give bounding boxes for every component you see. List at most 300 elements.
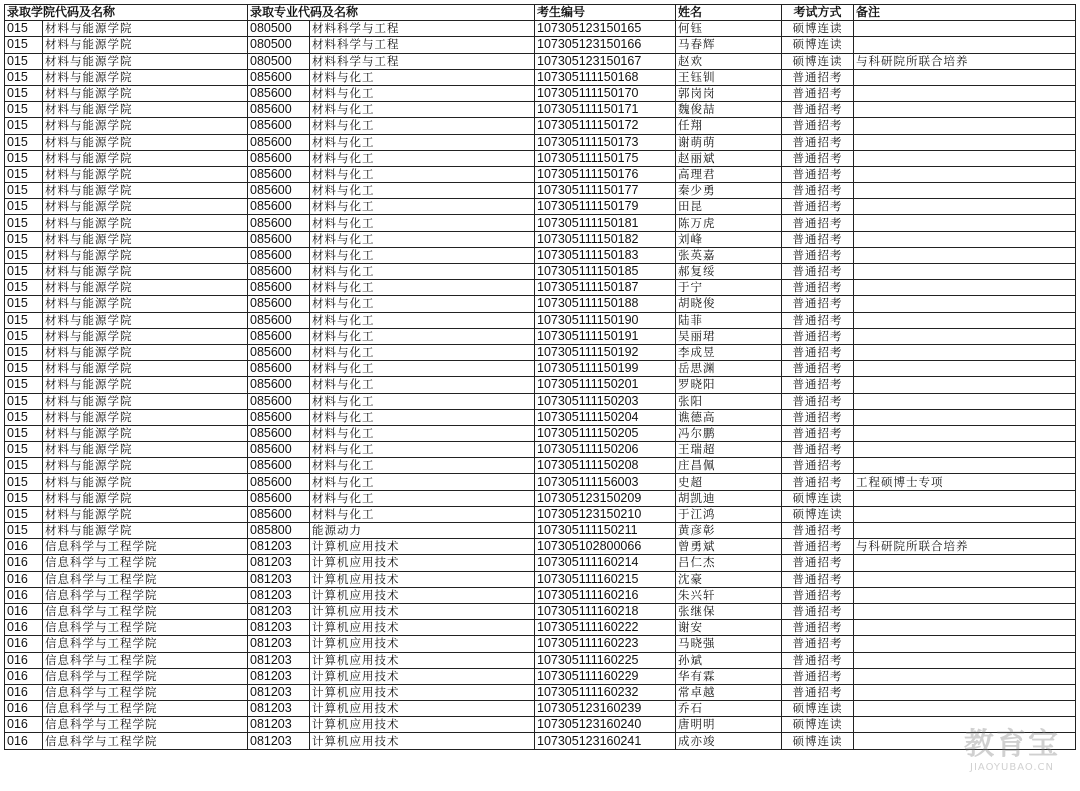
college-code-cell: 015 xyxy=(5,523,43,539)
major-code-cell: 085600 xyxy=(248,344,310,360)
college-name-cell: 材料与能源学院 xyxy=(43,166,248,182)
remarks-cell xyxy=(854,21,1076,37)
exam-type-cell: 普通招考 xyxy=(782,296,854,312)
candidate-id-cell: 107305111160215 xyxy=(535,571,676,587)
table-row xyxy=(5,85,1076,101)
table-row xyxy=(5,587,1076,603)
remarks-cell xyxy=(854,199,1076,215)
remarks-cell xyxy=(854,134,1076,150)
major-code-cell: 085600 xyxy=(248,490,310,506)
major-code-cell: 085600 xyxy=(248,166,310,182)
college-name-cell: 材料与能源学院 xyxy=(43,377,248,393)
candidate-id-cell: 107305111150206 xyxy=(535,442,676,458)
major-name-cell: 材料与化工 xyxy=(310,199,535,215)
college-name-cell: 材料与能源学院 xyxy=(43,506,248,522)
college-code-cell: 016 xyxy=(5,620,43,636)
exam-type-cell: 普通招考 xyxy=(782,474,854,490)
candidate-id-cell: 107305111160225 xyxy=(535,652,676,668)
table-row xyxy=(5,37,1076,53)
header-remarks: 备注 xyxy=(854,5,1076,21)
college-name-cell: 信息科学与工程学院 xyxy=(43,539,248,555)
major-name-cell: 计算机应用技术 xyxy=(310,733,535,749)
major-name-cell: 材料与化工 xyxy=(310,166,535,182)
name-cell: 何钰 xyxy=(676,21,782,37)
candidate-id-cell: 107305111150182 xyxy=(535,231,676,247)
table-row xyxy=(5,701,1076,717)
exam-type-cell: 硕博连读 xyxy=(782,53,854,69)
major-name-cell: 材料与化工 xyxy=(310,458,535,474)
exam-type-cell: 普通招考 xyxy=(782,328,854,344)
name-cell: 曾勇斌 xyxy=(676,539,782,555)
candidate-id-cell: 107305111150208 xyxy=(535,458,676,474)
remarks-cell xyxy=(854,231,1076,247)
table-row xyxy=(5,215,1076,231)
major-name-cell: 材料与化工 xyxy=(310,231,535,247)
college-name-cell: 材料与能源学院 xyxy=(43,344,248,360)
candidate-id-cell: 107305111160218 xyxy=(535,603,676,619)
name-cell: 胡晓俊 xyxy=(676,296,782,312)
remarks-cell xyxy=(854,603,1076,619)
college-name-cell: 材料与能源学院 xyxy=(43,85,248,101)
college-code-cell: 015 xyxy=(5,264,43,280)
college-code-cell: 015 xyxy=(5,118,43,134)
name-cell: 秦少勇 xyxy=(676,183,782,199)
candidate-id-cell: 107305111150204 xyxy=(535,409,676,425)
remarks-cell xyxy=(854,393,1076,409)
name-cell: 高理君 xyxy=(676,166,782,182)
college-code-cell: 015 xyxy=(5,247,43,263)
table-row xyxy=(5,393,1076,409)
major-code-cell: 085600 xyxy=(248,215,310,231)
college-name-cell: 信息科学与工程学院 xyxy=(43,717,248,733)
remarks-cell xyxy=(854,442,1076,458)
college-name-cell: 信息科学与工程学院 xyxy=(43,684,248,700)
college-name-cell: 材料与能源学院 xyxy=(43,474,248,490)
table-row xyxy=(5,344,1076,360)
college-name-cell: 材料与能源学院 xyxy=(43,21,248,37)
major-name-cell: 材料与化工 xyxy=(310,442,535,458)
header-row xyxy=(5,5,1076,21)
major-name-cell: 材料与化工 xyxy=(310,393,535,409)
remarks-cell xyxy=(854,684,1076,700)
exam-type-cell: 普通招考 xyxy=(782,652,854,668)
table-row xyxy=(5,118,1076,134)
college-code-cell: 015 xyxy=(5,442,43,458)
college-code-cell: 016 xyxy=(5,668,43,684)
remarks-cell xyxy=(854,571,1076,587)
college-code-cell: 016 xyxy=(5,636,43,652)
name-cell: 赵丽斌 xyxy=(676,150,782,166)
major-code-cell: 085600 xyxy=(248,150,310,166)
candidate-id-cell: 107305111150187 xyxy=(535,280,676,296)
exam-type-cell: 普通招考 xyxy=(782,102,854,118)
college-name-cell: 信息科学与工程学院 xyxy=(43,652,248,668)
candidate-id-cell: 107305111150179 xyxy=(535,199,676,215)
exam-type-cell: 普通招考 xyxy=(782,636,854,652)
name-cell: 黄彦彰 xyxy=(676,523,782,539)
major-name-cell: 材料与化工 xyxy=(310,150,535,166)
college-code-cell: 015 xyxy=(5,231,43,247)
header-college: 录取学院代码及名称 xyxy=(5,5,248,21)
exam-type-cell: 硕博连读 xyxy=(782,490,854,506)
college-name-cell: 信息科学与工程学院 xyxy=(43,620,248,636)
remarks-cell xyxy=(854,37,1076,53)
major-code-cell: 085600 xyxy=(248,425,310,441)
college-name-cell: 材料与能源学院 xyxy=(43,409,248,425)
remarks-cell xyxy=(854,118,1076,134)
major-name-cell: 材料与化工 xyxy=(310,183,535,199)
college-name-cell: 材料与能源学院 xyxy=(43,102,248,118)
name-cell: 马春辉 xyxy=(676,37,782,53)
major-name-cell: 材料与化工 xyxy=(310,69,535,85)
college-code-cell: 015 xyxy=(5,37,43,53)
college-name-cell: 材料与能源学院 xyxy=(43,37,248,53)
college-code-cell: 016 xyxy=(5,555,43,571)
major-name-cell: 材料与化工 xyxy=(310,328,535,344)
exam-type-cell: 普通招考 xyxy=(782,603,854,619)
exam-type-cell: 普通招考 xyxy=(782,458,854,474)
college-code-cell: 016 xyxy=(5,733,43,749)
candidate-id-cell: 107305111150188 xyxy=(535,296,676,312)
college-name-cell: 信息科学与工程学院 xyxy=(43,603,248,619)
exam-type-cell: 普通招考 xyxy=(782,280,854,296)
major-name-cell: 材料与化工 xyxy=(310,474,535,490)
table-row xyxy=(5,442,1076,458)
major-name-cell: 材料与化工 xyxy=(310,490,535,506)
candidate-id-cell: 107305111150176 xyxy=(535,166,676,182)
exam-type-cell: 普通招考 xyxy=(782,361,854,377)
major-code-cell: 080500 xyxy=(248,21,310,37)
college-name-cell: 材料与能源学院 xyxy=(43,150,248,166)
major-code-cell: 085600 xyxy=(248,69,310,85)
exam-type-cell: 普通招考 xyxy=(782,69,854,85)
exam-type-cell: 普通招考 xyxy=(782,571,854,587)
exam-type-cell: 硕博连读 xyxy=(782,506,854,522)
exam-type-cell: 普通招考 xyxy=(782,523,854,539)
college-code-cell: 016 xyxy=(5,684,43,700)
college-code-cell: 015 xyxy=(5,166,43,182)
exam-type-cell: 普通招考 xyxy=(782,587,854,603)
exam-type-cell: 普通招考 xyxy=(782,393,854,409)
header-name: 姓名 xyxy=(676,5,782,21)
college-name-cell: 材料与能源学院 xyxy=(43,442,248,458)
remarks-cell: 与科研院所联合培养 xyxy=(854,53,1076,69)
college-name-cell: 材料与能源学院 xyxy=(43,134,248,150)
candidate-id-cell: 107305111150181 xyxy=(535,215,676,231)
major-name-cell: 材料科学与工程 xyxy=(310,37,535,53)
table-row xyxy=(5,328,1076,344)
major-code-cell: 081203 xyxy=(248,733,310,749)
college-code-cell: 016 xyxy=(5,603,43,619)
name-cell: 张阳 xyxy=(676,393,782,409)
name-cell: 张继保 xyxy=(676,603,782,619)
name-cell: 吴丽珺 xyxy=(676,328,782,344)
remarks-cell xyxy=(854,150,1076,166)
major-code-cell: 081203 xyxy=(248,701,310,717)
remarks-cell xyxy=(854,296,1076,312)
name-cell: 常卓越 xyxy=(676,684,782,700)
exam-type-cell: 普通招考 xyxy=(782,344,854,360)
table-row xyxy=(5,231,1076,247)
major-name-cell: 计算机应用技术 xyxy=(310,668,535,684)
name-cell: 谢安 xyxy=(676,620,782,636)
major-code-cell: 080500 xyxy=(248,37,310,53)
candidate-id-cell: 107305111150173 xyxy=(535,134,676,150)
exam-type-cell: 普通招考 xyxy=(782,442,854,458)
table-row xyxy=(5,620,1076,636)
college-name-cell: 材料与能源学院 xyxy=(43,312,248,328)
exam-type-cell: 普通招考 xyxy=(782,425,854,441)
college-code-cell: 015 xyxy=(5,361,43,377)
remarks-cell xyxy=(854,280,1076,296)
table-row xyxy=(5,474,1076,490)
major-code-cell: 081203 xyxy=(248,620,310,636)
college-code-cell: 016 xyxy=(5,539,43,555)
exam-type-cell: 普通招考 xyxy=(782,199,854,215)
college-code-cell: 015 xyxy=(5,134,43,150)
candidate-id-cell: 107305111150211 xyxy=(535,523,676,539)
table-row xyxy=(5,733,1076,749)
name-cell: 于宁 xyxy=(676,280,782,296)
college-code-cell: 016 xyxy=(5,587,43,603)
college-name-cell: 信息科学与工程学院 xyxy=(43,555,248,571)
name-cell: 魏俊喆 xyxy=(676,102,782,118)
major-code-cell: 081203 xyxy=(248,555,310,571)
name-cell: 马晓强 xyxy=(676,636,782,652)
major-name-cell: 计算机应用技术 xyxy=(310,539,535,555)
college-code-cell: 015 xyxy=(5,53,43,69)
remarks-cell xyxy=(854,701,1076,717)
college-name-cell: 信息科学与工程学院 xyxy=(43,668,248,684)
exam-type-cell: 普通招考 xyxy=(782,539,854,555)
college-code-cell: 015 xyxy=(5,458,43,474)
exam-type-cell: 普通招考 xyxy=(782,620,854,636)
name-cell: 陈万虎 xyxy=(676,215,782,231)
admission-table xyxy=(4,4,1076,750)
major-code-cell: 085600 xyxy=(248,377,310,393)
name-cell: 唐明明 xyxy=(676,717,782,733)
table-row xyxy=(5,296,1076,312)
header-exam-type: 考试方式 xyxy=(782,5,854,21)
major-code-cell: 085600 xyxy=(248,183,310,199)
candidate-id-cell: 107305123150165 xyxy=(535,21,676,37)
remarks-cell xyxy=(854,264,1076,280)
exam-type-cell: 普通招考 xyxy=(782,150,854,166)
name-cell: 郭岗岗 xyxy=(676,85,782,101)
table-row xyxy=(5,21,1076,37)
exam-type-cell: 普通招考 xyxy=(782,668,854,684)
remarks-cell: 工程硕博士专项 xyxy=(854,474,1076,490)
name-cell: 朱兴轩 xyxy=(676,587,782,603)
college-code-cell: 015 xyxy=(5,328,43,344)
major-name-cell: 材料与化工 xyxy=(310,312,535,328)
table-row xyxy=(5,134,1076,150)
table-row xyxy=(5,555,1076,571)
major-name-cell: 材料与化工 xyxy=(310,425,535,441)
college-code-cell: 015 xyxy=(5,312,43,328)
name-cell: 王瑞超 xyxy=(676,442,782,458)
exam-type-cell: 硕博连读 xyxy=(782,21,854,37)
college-name-cell: 信息科学与工程学院 xyxy=(43,587,248,603)
college-code-cell: 015 xyxy=(5,69,43,85)
table-row xyxy=(5,53,1076,69)
name-cell: 冯尔鹏 xyxy=(676,425,782,441)
college-name-cell: 材料与能源学院 xyxy=(43,280,248,296)
major-code-cell: 081203 xyxy=(248,539,310,555)
remarks-cell xyxy=(854,183,1076,199)
major-code-cell: 085600 xyxy=(248,102,310,118)
college-code-cell: 015 xyxy=(5,344,43,360)
name-cell: 张英嘉 xyxy=(676,247,782,263)
candidate-id-cell: 107305102800066 xyxy=(535,539,676,555)
remarks-cell xyxy=(854,636,1076,652)
major-name-cell: 材料与化工 xyxy=(310,344,535,360)
college-code-cell: 015 xyxy=(5,393,43,409)
major-code-cell: 085600 xyxy=(248,247,310,263)
college-name-cell: 材料与能源学院 xyxy=(43,247,248,263)
table-row xyxy=(5,603,1076,619)
candidate-id-cell: 107305111160214 xyxy=(535,555,676,571)
major-code-cell: 081203 xyxy=(248,652,310,668)
table-row xyxy=(5,425,1076,441)
remarks-cell xyxy=(854,312,1076,328)
remarks-cell xyxy=(854,523,1076,539)
remarks-cell xyxy=(854,85,1076,101)
candidate-id-cell: 107305111150192 xyxy=(535,344,676,360)
major-code-cell: 081203 xyxy=(248,587,310,603)
name-cell: 赵欢 xyxy=(676,53,782,69)
candidate-id-cell: 107305111160223 xyxy=(535,636,676,652)
major-code-cell: 085600 xyxy=(248,118,310,134)
name-cell: 任翔 xyxy=(676,118,782,134)
major-code-cell: 085600 xyxy=(248,264,310,280)
candidate-id-cell: 107305123150209 xyxy=(535,490,676,506)
name-cell: 岳思渊 xyxy=(676,361,782,377)
exam-type-cell: 普通招考 xyxy=(782,215,854,231)
college-name-cell: 材料与能源学院 xyxy=(43,118,248,134)
major-name-cell: 计算机应用技术 xyxy=(310,620,535,636)
college-code-cell: 015 xyxy=(5,377,43,393)
college-code-cell: 015 xyxy=(5,150,43,166)
major-code-cell: 085600 xyxy=(248,199,310,215)
candidate-id-cell: 107305111156003 xyxy=(535,474,676,490)
name-cell: 乔石 xyxy=(676,701,782,717)
remarks-cell xyxy=(854,69,1076,85)
table-row xyxy=(5,717,1076,733)
remarks-cell xyxy=(854,620,1076,636)
exam-type-cell: 硕博连读 xyxy=(782,37,854,53)
college-code-cell: 015 xyxy=(5,183,43,199)
remarks-cell xyxy=(854,247,1076,263)
watermark-logo xyxy=(964,727,1060,773)
candidate-id-cell: 107305111150168 xyxy=(535,69,676,85)
remarks-cell xyxy=(854,215,1076,231)
major-name-cell: 材料与化工 xyxy=(310,247,535,263)
college-code-cell: 016 xyxy=(5,571,43,587)
name-cell: 吕仁杰 xyxy=(676,555,782,571)
major-code-cell: 085600 xyxy=(248,474,310,490)
name-cell: 陆菲 xyxy=(676,312,782,328)
college-code-cell: 015 xyxy=(5,102,43,118)
candidate-id-cell: 107305111150175 xyxy=(535,150,676,166)
candidate-id-cell: 107305111160216 xyxy=(535,587,676,603)
exam-type-cell: 普通招考 xyxy=(782,684,854,700)
remarks-cell xyxy=(854,344,1076,360)
candidate-id-cell: 107305123150166 xyxy=(535,37,676,53)
table-row xyxy=(5,280,1076,296)
remarks-cell xyxy=(854,668,1076,684)
table-row xyxy=(5,69,1076,85)
table-row xyxy=(5,571,1076,587)
watermark-title: 教育宝 xyxy=(964,727,1060,762)
candidate-id-cell: 107305111160229 xyxy=(535,668,676,684)
major-code-cell: 085600 xyxy=(248,361,310,377)
major-name-cell: 计算机应用技术 xyxy=(310,701,535,717)
candidate-id-cell: 107305111150201 xyxy=(535,377,676,393)
major-name-cell: 材料与化工 xyxy=(310,377,535,393)
candidate-id-cell: 107305111150199 xyxy=(535,361,676,377)
name-cell: 孙斌 xyxy=(676,652,782,668)
remarks-cell xyxy=(854,652,1076,668)
exam-type-cell: 普通招考 xyxy=(782,264,854,280)
candidate-id-cell: 107305111150172 xyxy=(535,118,676,134)
college-code-cell: 015 xyxy=(5,425,43,441)
college-name-cell: 信息科学与工程学院 xyxy=(43,733,248,749)
college-name-cell: 材料与能源学院 xyxy=(43,231,248,247)
name-cell: 华有霖 xyxy=(676,668,782,684)
table-row xyxy=(5,668,1076,684)
college-code-cell: 016 xyxy=(5,701,43,717)
major-name-cell: 材料与化工 xyxy=(310,361,535,377)
candidate-id-cell: 107305111160222 xyxy=(535,620,676,636)
remarks-cell xyxy=(854,166,1076,182)
college-name-cell: 材料与能源学院 xyxy=(43,183,248,199)
candidate-id-cell: 107305111160232 xyxy=(535,684,676,700)
college-name-cell: 信息科学与工程学院 xyxy=(43,701,248,717)
college-name-cell: 材料与能源学院 xyxy=(43,523,248,539)
exam-type-cell: 普通招考 xyxy=(782,247,854,263)
major-name-cell: 计算机应用技术 xyxy=(310,684,535,700)
name-cell: 罗晓阳 xyxy=(676,377,782,393)
college-code-cell: 015 xyxy=(5,490,43,506)
major-name-cell: 材料与化工 xyxy=(310,296,535,312)
major-code-cell: 085600 xyxy=(248,134,310,150)
exam-type-cell: 普通招考 xyxy=(782,555,854,571)
college-name-cell: 材料与能源学院 xyxy=(43,264,248,280)
name-cell: 成亦竣 xyxy=(676,733,782,749)
major-code-cell: 085600 xyxy=(248,231,310,247)
table-row xyxy=(5,523,1076,539)
table-row xyxy=(5,377,1076,393)
major-name-cell: 计算机应用技术 xyxy=(310,555,535,571)
major-code-cell: 085600 xyxy=(248,458,310,474)
major-name-cell: 材料与化工 xyxy=(310,85,535,101)
major-code-cell: 081203 xyxy=(248,636,310,652)
college-code-cell: 016 xyxy=(5,652,43,668)
major-code-cell: 085600 xyxy=(248,409,310,425)
college-name-cell: 材料与能源学院 xyxy=(43,328,248,344)
major-code-cell: 085600 xyxy=(248,328,310,344)
candidate-id-cell: 107305111150170 xyxy=(535,85,676,101)
college-code-cell: 016 xyxy=(5,717,43,733)
college-name-cell: 材料与能源学院 xyxy=(43,458,248,474)
major-name-cell: 计算机应用技术 xyxy=(310,571,535,587)
remarks-cell xyxy=(854,328,1076,344)
name-cell: 李成昱 xyxy=(676,344,782,360)
table-row xyxy=(5,247,1076,263)
exam-type-cell: 普通招考 xyxy=(782,183,854,199)
table-row xyxy=(5,312,1076,328)
